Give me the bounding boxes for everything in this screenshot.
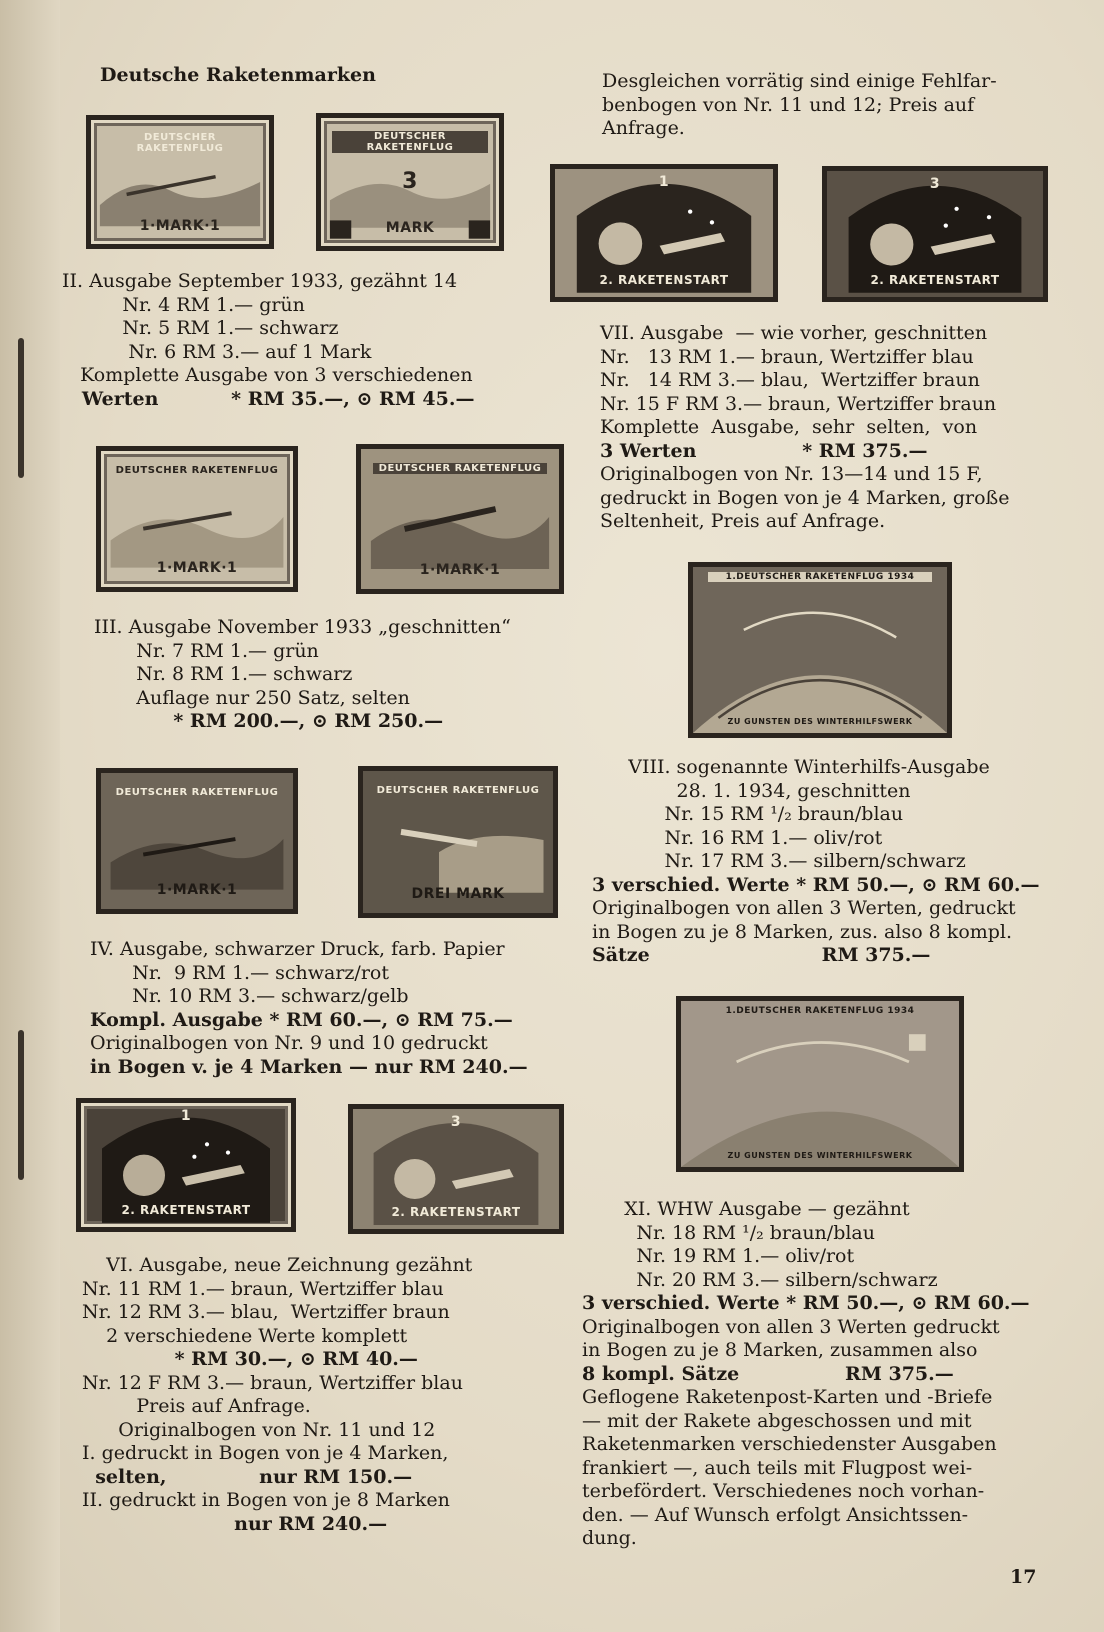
stamp-top-text: DEUTSCHER RAKETENFLUG [332, 131, 489, 153]
text-line: Seltenheit, Preis auf Anfrage. [600, 510, 886, 532]
text-line: dung. [582, 1527, 637, 1549]
text-line: den. — Auf Wunsch erfolgt Ansichtssen- [582, 1503, 969, 1526]
text-line: VIII. sogenannte Winterhilfs-Ausgabe [592, 756, 990, 778]
stamp-top-text: DEUTSCHER RAKETENFLUG [115, 786, 279, 798]
stamp-top-text: DEUTSCHER RAKETENFLUG [376, 785, 540, 797]
text-line: — mit der Rakete abgeschossen und mit [582, 1409, 972, 1432]
text-line: Nr. 14 RM 3.— blau, Wertziffer braun [600, 369, 980, 391]
stamp-image [76, 1098, 296, 1232]
stamp-image [688, 562, 952, 738]
text-line: Nr. 12 F RM 3.— braun, Wertziffer blau [82, 1371, 463, 1394]
text-line: Nr. 16 RM 1.— oliv/rot [592, 826, 883, 849]
stamp-image [86, 115, 274, 249]
text-line: Nr. 19 RM 1.— oliv/rot [582, 1245, 855, 1267]
text-line: gedruckt in Bogen von je 4 Marken, große [600, 486, 1010, 509]
stamp-bottom-text: 2. RAKETENSTART [391, 1205, 521, 1220]
stamp-bottom-text: ZU GUNSTEN DES WINTERHILFSWERK [727, 1151, 913, 1161]
text-line: Nr. 10 RM 3.— schwarz/gelb [90, 985, 409, 1007]
text-line: 3 verschied. Werte * RM 50.—, ⊙ RM 60.— [592, 873, 1040, 896]
text-line: I. gedruckt in Bogen von je 4 Marken, [82, 1442, 449, 1464]
text-line: terbefördert. Verschiedenes noch vorhan- [582, 1480, 985, 1502]
stamp-image [676, 996, 964, 1172]
issue-7-description [600, 322, 1009, 534]
text-line: Originalbogen von Nr. 13—14 und 15 F, [600, 463, 983, 485]
text-line: Originalbogen von allen 3 Werten gedruckt [582, 1315, 1000, 1338]
page-number: 17 [1010, 1566, 1037, 1588]
text-line: Nr. 9 RM 1.— schwarz/rot [90, 961, 389, 984]
issue-11-description [582, 1198, 1030, 1551]
stamp-bottom-text: 2. RAKETENSTART [870, 272, 1000, 287]
text-line: II. gedruckt in Bogen von je 8 Marken [82, 1489, 450, 1511]
text-line: II. Ausgabe September 1933, gezähnt 14 [62, 270, 458, 292]
text-line: Nr. 5 RM 1.— schwarz [62, 317, 339, 339]
text-line: in Bogen v. je 4 Marken — nur RM 240.— [90, 1055, 528, 1078]
text-line: Werten * RM 35.—, ⊙ RM 45.— [62, 387, 475, 410]
text-line: Nr. 4 RM 1.— grün [62, 293, 305, 316]
stamp-image [356, 444, 564, 594]
text-line: Raketenmarken verschiedenster Ausgaben [582, 1433, 997, 1455]
staple-top [18, 338, 24, 478]
text-line: Nr. 11 RM 1.— braun, Wertziffer blau [82, 1277, 444, 1300]
intro-note [602, 70, 997, 141]
text-line: 28. 1. 1934, geschnitten [592, 779, 911, 802]
issue-8-description [592, 756, 1040, 968]
text-line: Komplette Ausgabe von 3 verschiedenen [62, 364, 473, 386]
stamp-top-text: 1.DEUTSCHER RAKETENFLUG 1934 [725, 1005, 915, 1016]
stamp-bottom-text: 1·MARK·1 [419, 561, 501, 578]
stamp-bottom-text: MARK [385, 219, 435, 236]
text-line: Originalbogen von Nr. 11 und 12 [82, 1418, 436, 1441]
stamp-image [358, 766, 558, 918]
stamp-top-text: 1.DEUTSCHER RAKETENFLUG 1934 [708, 572, 932, 582]
text-line: Desgleichen vorrätig sind einige Fehlfar- [602, 70, 997, 92]
stamp-value: 1 [658, 174, 670, 191]
text-line: nur RM 240.— [82, 1512, 388, 1535]
text-line: 8 kompl. Sätze RM 375.— [582, 1362, 954, 1385]
text-line: Nr. 17 RM 3.— silbern/schwarz [592, 850, 966, 872]
text-line: XI. WHW Ausgabe — gezähnt [582, 1198, 910, 1220]
text-line: Nr. 6 RM 3.— auf 1 Mark [62, 340, 372, 363]
stamp-bottom-text: DREI MARK [411, 885, 505, 902]
text-line: 2 verschiedene Werte komplett [82, 1324, 408, 1347]
text-line: Nr. 20 RM 3.— silbern/schwarz [582, 1268, 938, 1291]
text-line: in Bogen zu je 8 Marken, zusammen also [582, 1339, 978, 1361]
stamp-bottom-text: 2. RAKETENSTART [599, 272, 729, 287]
text-line: * RM 200.—, ⊙ RM 250.— [94, 710, 444, 732]
text-line: Nr. 15 RM ¹/₂ braun/blau [592, 803, 904, 825]
text-line: Nr. 8 RM 1.— schwarz [94, 663, 353, 685]
stamp-top-text: DEUTSCHER RAKETENFLUG [136, 132, 224, 155]
text-line: Originalbogen von allen 3 Werten, gedruckt [592, 897, 1016, 919]
stamp-top-text: DEUTSCHER RAKETENFLUG [115, 464, 279, 476]
text-line: Auflage nur 250 Satz, selten [94, 686, 410, 709]
text-line: VI. Ausgabe, neue Zeichnung gezähnt [82, 1254, 473, 1276]
stamp-image [822, 166, 1048, 302]
text-line: Komplette Ausgabe, sehr selten, von [600, 416, 978, 438]
text-line: 3 Werten * RM 375.— [600, 439, 928, 462]
text-line: Nr. 12 RM 3.— blau, Wertziffer braun [82, 1301, 450, 1323]
text-line: Originalbogen von Nr. 9 und 10 gedruckt [90, 1032, 488, 1054]
stamp-bottom-text: 1·MARK·1 [139, 218, 221, 235]
issue-4-description [90, 938, 528, 1079]
stamp-bottom-text: ZU GUNSTEN DES WINTERHILFSWERK [727, 717, 913, 727]
text-line: Geflogene Raketenpost-Karten und -Briefe [582, 1386, 993, 1408]
globe-flight-icon [681, 1001, 959, 1167]
stamp-value: 3 [929, 176, 941, 193]
stamp-bottom-text: 2. RAKETENSTART [121, 1203, 251, 1218]
globe-flight-icon [693, 567, 947, 733]
text-line: III. Ausgabe November 1933 „geschnitten“ [94, 616, 511, 638]
text-line: Nr. 7 RM 1.— grün [94, 639, 319, 662]
text-line: frankiert —, auch teils mit Flugpost wei- [582, 1456, 973, 1479]
issue-3-description [94, 616, 511, 734]
page-title: Deutsche Raketenmarken [100, 64, 376, 86]
stamp-top-text: DEUTSCHER RAKETENFLUG [373, 463, 547, 474]
text-line: Nr. 18 RM ¹/₂ braun/blau [582, 1221, 875, 1244]
text-line: in Bogen zu je 8 Marken, zus. also 8 kompl. [592, 920, 1013, 943]
stamp-image [316, 113, 504, 251]
stamp-value: 1 [180, 1107, 192, 1124]
staple-bottom [18, 1030, 24, 1180]
stamp-image [550, 164, 778, 302]
text-line: Nr. 15 F RM 3.— braun, Wertziffer braun [600, 392, 997, 415]
stamp-bottom-text: 1·MARK·1 [156, 882, 238, 899]
stamp-value: 3 [450, 1113, 462, 1130]
text-line: VII. Ausgabe — wie vorher, geschnitten [600, 322, 988, 344]
text-line: Anfrage. [602, 117, 685, 139]
text-line: 3 verschied. Werte * RM 50.—, ⊙ RM 60.— [582, 1292, 1030, 1314]
text-line: Nr. 13 RM 1.— braun, Wertziffer blau [600, 345, 974, 368]
text-line: * RM 30.—, ⊙ RM 40.— [82, 1348, 418, 1370]
text-line: Kompl. Ausgabe * RM 60.—, ⊙ RM 75.— [90, 1008, 513, 1031]
stamp-bottom-text: 1·MARK·1 [156, 560, 238, 577]
text-line: IV. Ausgabe, schwarzer Druck, farb. Papier [90, 938, 505, 960]
stamp-image [96, 446, 298, 592]
text-line: Sätze RM 375.— [592, 944, 931, 966]
stamp-image [348, 1104, 564, 1234]
text-line: selten, nur RM 150.— [82, 1465, 413, 1488]
stamp-overprint: 3 [402, 169, 418, 195]
stamp-image [96, 768, 298, 914]
issue-2-description [62, 270, 474, 411]
text-line: benbogen von Nr. 11 und 12; Preis auf [602, 93, 975, 116]
text-line: Preis auf Anfrage. [82, 1395, 311, 1417]
issue-6-description [82, 1254, 472, 1536]
binding-gutter [0, 0, 60, 1632]
